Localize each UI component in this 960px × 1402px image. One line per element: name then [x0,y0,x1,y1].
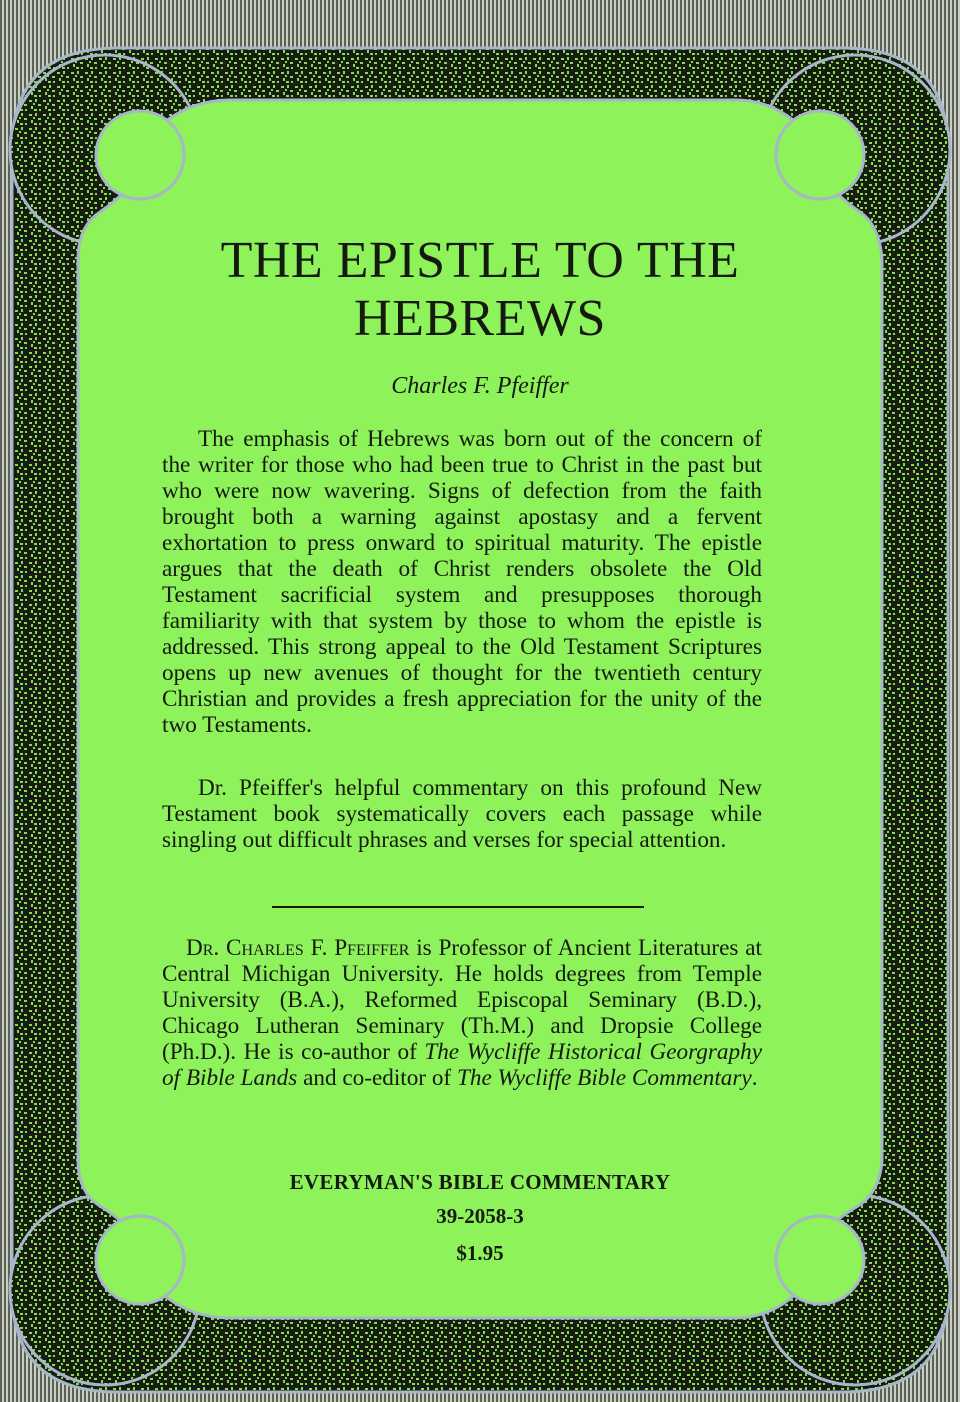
book-author: Charles F. Pfeiffer [391,373,569,399]
description-paragraph: Dr. Pfeiffer's helpful commentary on this profound New Testament book systematically covers each passage while singling out difficult phrases and verses for special attention. [162,775,762,853]
bio-text: and co-editor of [297,1065,457,1091]
price: $1.95 [456,1241,504,1265]
bio-book-title: The Wycliffe Historical Georgraphy of Bible Lands [162,1039,762,1091]
series-name: EVERYMAN'S BIBLE COMMENTARY [289,1170,671,1194]
bio-book-title: The Wycliffe Bible Commentary [456,1065,752,1091]
book-title: THE EPISTLE TO THE HEBREWS [220,232,740,347]
bio-text: . [751,1065,758,1091]
isbn-number: 39-2058-3 [436,1204,524,1228]
bio-text: is Professor of Ancient Literatures at Central Michigan University. He holds degrees from Temple University (B.A.), Reformed Episcopal Seminary (B.D.), Chicago Lutheran Seminary (Th.M.) and Dropsie College (Ph.D.). He is co-author of [162,935,762,1065]
description-paragraph: The emphasis of Hebrews was born out of the concern of the writer for those who had been true to Christ in the past but who were now wavering. Signs of defection from the faith brought both a warning against apostasy and a fervent exhortation to press onward to spiritual maturity. The epistle argues that the death of Christ renders obsolete the Old Testament sacrificial system and presupposes thorough familiarity with that system by those to whom the epistle is addressed. This strong appeal to the Old Testament Scriptures opens up new avenues of thought for the twentieth century Christian and provides a fresh appreciation for the unity of the two Testaments. [162,426,762,738]
divider-rule [272,906,644,908]
bio-author-name: Dr. Charles F. Pfeiffer [186,935,410,961]
author-bio [162,935,762,1091]
